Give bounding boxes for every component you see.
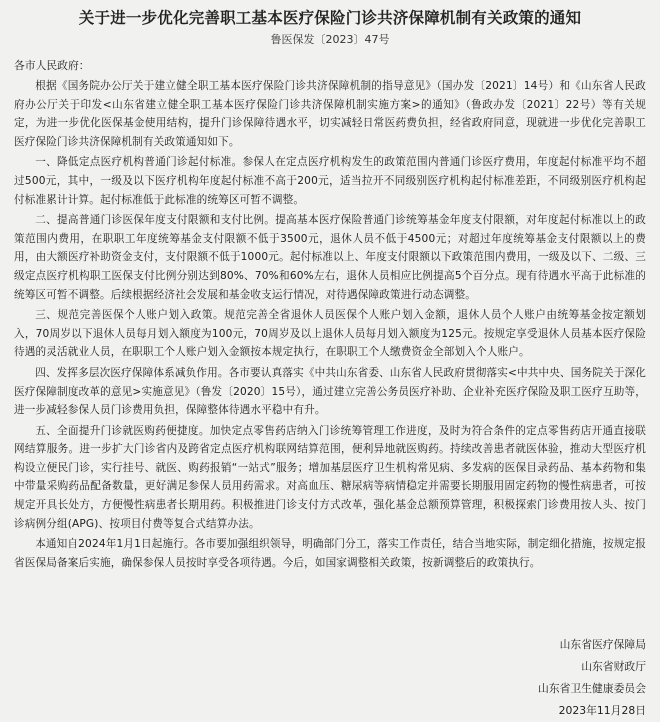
document-number: 鲁医保发〔2023〕47号: [270, 33, 390, 46]
signatory-health-commission: 山东省卫生健康委员会: [538, 682, 646, 695]
signature-block: [538, 634, 646, 722]
paragraph-section-5: 五、全面提升门诊就医购药便捷度。加快定点零售药店纳入门诊统筹管理工作进度，及时为符合条件的定点零售药店开通直接联网结算服务。进一步扩大门诊省内及跨省定点医疗机构联网结算范围，便利异地就医购药。持续改善患者就医体验，推动大型医疗机构设立便民门诊，实行挂号、就医、购药报销“一站式”服务；增加基层医疗卫生机构常见病、多发病的医保目录药品、基本药物和集中带量采购药品配备数量，更好满足参保人员用药需求。对高血压、糖尿病等病情稳定并需要长期服用固定药物的慢性病患者，可按规定开具长处方，方便慢性病患者长期用药。积极推进门诊支付方式改革，强化基金总额预算管理，积极探索门诊费用按人头、按门诊病例分组(APG)、按项目付费等复合式结算办法。: [14, 424, 646, 530]
greeting: 各市人民政府：: [14, 59, 90, 72]
paragraph-effective-date: 本通知自2024年1月1日起施行。各市要加强组织领导，明确部门分工，落实工作责任，结合当地实际，制定细化措施，按规定报省医保局备案后实施，确保参保人员按时享受各项待遇。今后，如国家调整相关政策，按新调整后的政策执行。: [14, 538, 646, 569]
paragraph-section-1: 一、降低定点医疗机构普通门诊起付标准。参保人在定点医疗机构发生的政策范围内普通门诊医疗费用，年度起付标准平均不超过500元，其中，一级及以下医疗机构年度起付标准不高于200元，适当拉开不同级别医疗机构起付标准差距，不同级别医疗机构起付标准累计计算。起付标准低于此标准的统筹区可暂不调整。: [14, 156, 646, 206]
signatory-medical-security-bureau: 山东省医疗保障局: [559, 638, 646, 651]
paragraph-section-2: 二、提高普通门诊医保年度支付限额和支付比例。提高基本医疗保险普通门诊统筹基金年度支付限额，对年度起付标准以上的政策范围内费用，在职职工年度统筹基金支付限额不低于3500元，退休人员不低于4500元；对超过年度统筹基金支付限额以上的费用，由大额医疗补助资金支付，支付限额不低于1000元。起付标准以上、年度支付限额以下政策范围内费用，一级及以下、二级、三级定点医疗机构职工医保支付比例分别达到80%、70%和60%左右，退休人员相应比例提高5个百分点。现有待遇水平高于此标准的统筹区可暂不调整。后续根据经济社会发展和基金收支运行情况，对待遇保障政策进行动态调整。: [14, 214, 646, 301]
issue-date: 2023年11月28日: [558, 704, 646, 717]
paragraph-section-3: 三、规范完善医保个人账户划入政策。规范完善全省退休人员医保个人账户划入金额，退休人员个人账户由统筹基金按定额划入，70周岁以下退休人员每月划入额度为100元，70周岁及以上退休人员每月划入额度为125元。按规定享受退休人员基本医疗保险待遇的灵活就业人员，在职职工个人账户划入金额按本规定执行，在职职工个人缴费资金全部划入个人账户。: [14, 309, 646, 359]
document-title: 关于进一步优化完善职工基本医疗保险门诊共济保障机制有关政策的通知: [78, 9, 582, 27]
paragraph-intro: 根据《国务院办公厅关于建立健全职工基本医疗保险门诊共济保障机制的指导意见》（国办发〔2021〕14号）和《山东省人民政府办公厅关于印发<山东省建立健全职工基本医疗保险门诊共济保障机制实施方案>的通知》（鲁政办发〔2021〕22号）等有关规定，为进一步优化医保基金使用结构，提升门诊保障待遇水平，切实减轻日常医药费负担，经省政府同意，现就进一步优化完善职工医疗保险门诊共济保障机制有关政策通知如下。: [14, 80, 646, 148]
signatory-finance-department: 山东省财政厅: [581, 660, 646, 673]
paragraph-section-4: 四、发挥多层次医疗保障体系减负作用。各市要认真落实《中共山东省委、山东省人民政府贯彻落实<中共中央、国务院关于深化医疗保障制度改革的意见>实施意见》（鲁发〔2020〕15号），通过建立完善公务员医疗补助、企业补充医疗保险及职工医疗互助等，进一步减轻参保人员门诊费用负担，保障整体待遇水平稳中有升。: [14, 366, 646, 417]
